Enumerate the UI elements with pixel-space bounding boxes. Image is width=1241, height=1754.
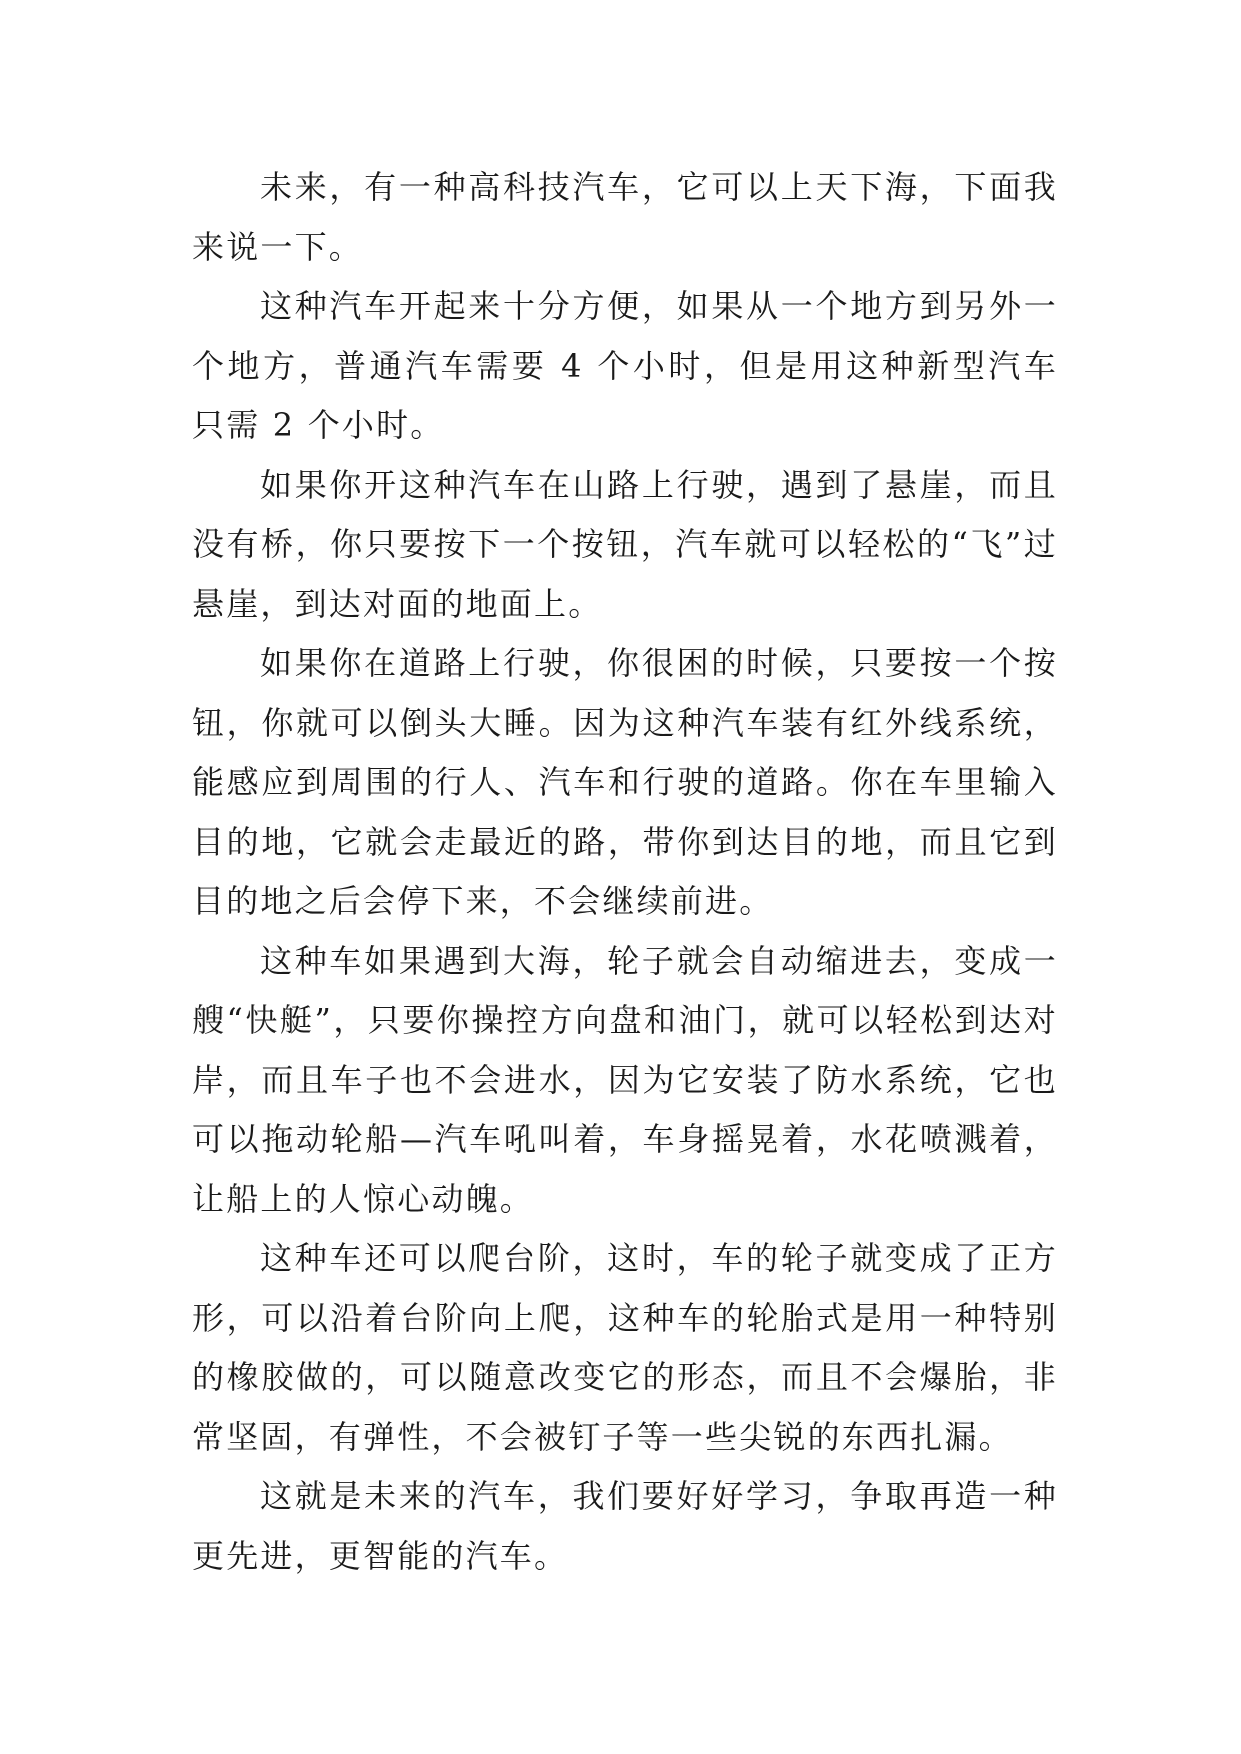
document-body — [192, 158, 1058, 1586]
paragraph-6: 这种车还可以爬台阶，这时，车的轮子就变成了正方形，可以沿着台阶向上爬，这种车的轮胎式是用一种特别的橡胶做的，可以随意改变它的形态，而且不会爆胎，非常坚固，有弹性，不会被钉子等一些尖锐的东西扎漏。 — [192, 1239, 1058, 1456]
paragraph-5: 这种车如果遇到大海，轮子就会自动缩进去，变成一艘“快艇”，只要你操控方向盘和油门，就可以轻松到达对岸，而且车子也不会进水，因为它安装了防水系统，它也可以拖动轮船—汽车吼叫着，车身摇晃着，水花喷溅着，让船上的人惊心动魄。 — [192, 941, 1058, 1218]
paragraph-3: 如果你开这种汽车在山路上行驶，遇到了悬崖，而且没有桥，你只要按下一个按钮，汽车就可以轻松的“飞”过悬崖，到达对面的地面上。 — [192, 465, 1058, 623]
paragraph-1: 未来，有一种高科技汽车，它可以上天下海，下面我来说一下。 — [192, 168, 1058, 266]
paragraph-4: 如果你在道路上行驶，你很困的时候，只要按一个按钮，你就可以倒头大睡。因为这种汽车装有红外线系统，能感应到周围的行人、汽车和行驶的道路。你在车里输入目的地，它就会走最近的路，带你到达目的地，而且它到目的地之后会停下来，不会继续前进。 — [192, 644, 1058, 920]
paragraph-2: 这种汽车开起来十分方便，如果从一个地方到另外一个地方，普通汽车需要 4 个小时，但是用这种新型汽车只需 2 个小时。 — [192, 287, 1058, 444]
paragraph-7: 这就是未来的汽车，我们要好好学习，争取再造一种更先进，更智能的汽车。 — [192, 1477, 1058, 1575]
